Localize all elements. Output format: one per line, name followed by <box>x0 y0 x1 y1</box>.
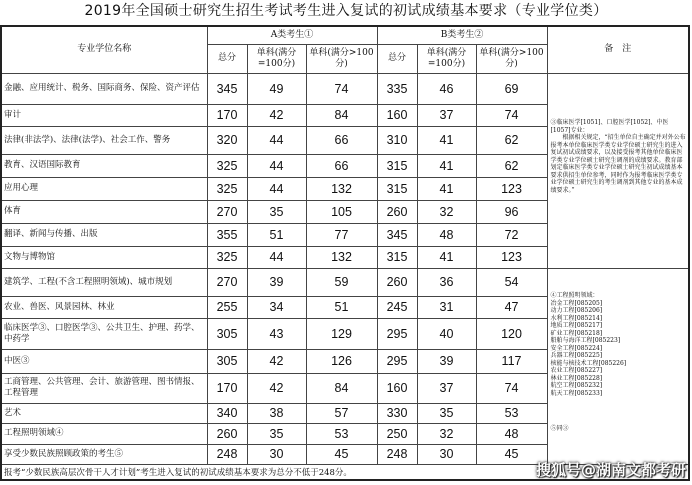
a-single-100: 49 <box>247 73 306 104</box>
row-name: 临床医学③、口腔医学③、公共卫生、护理、药学、中药学 <box>1 318 207 349</box>
a-single-gt100: 84 <box>306 373 377 403</box>
a-single-gt100: 132 <box>306 177 377 200</box>
note-engineering: ④工程照明领域： 冶金工程[085205] 动力工程[085206] 水利工程[085214] 地质工程[085217] 矿业工程[085218] 船舶与海洋工程[085223] 安全工程[085224] 兵器工程[085225] 核能与核技术工程[085226] 农业工程[085227] 林业工程[085228] 航空工程[085232] 航天工程[085233] <box>550 292 627 397</box>
a-total: 305 <box>207 318 247 349</box>
a-single-gt100: 105 <box>306 200 377 223</box>
b-single-gt100: 117 <box>476 349 547 373</box>
a-single-100: 35 <box>247 423 306 444</box>
a-single-gt100: 59 <box>306 268 377 296</box>
b-total: 248 <box>377 444 417 464</box>
header-b-total: 总分 <box>377 44 417 73</box>
b-single-100: 48 <box>417 223 476 246</box>
row-name: 享受少数民族照顾政策的考生⑤ <box>1 444 207 464</box>
a-single-gt100: 66 <box>306 154 377 177</box>
a-single-gt100: 66 <box>306 126 377 154</box>
b-single-gt100: 123 <box>476 177 547 200</box>
b-single-100: 46 <box>417 73 476 104</box>
b-total: 345 <box>377 223 417 246</box>
b-total: 260 <box>377 268 417 296</box>
row-name: 翻译、新闻与传播、出版 <box>1 223 207 246</box>
a-single-100: 44 <box>247 154 306 177</box>
a-total: 345 <box>207 73 247 104</box>
a-total: 248 <box>207 444 247 464</box>
a-single-100: 43 <box>247 318 306 349</box>
b-single-100: 31 <box>417 296 476 318</box>
b-single-gt100: 54 <box>476 268 547 296</box>
b-total: 315 <box>377 246 417 268</box>
b-single-gt100: 53 <box>476 403 547 423</box>
b-single-gt100: 62 <box>476 154 547 177</box>
b-single-100: 40 <box>417 318 476 349</box>
row-name: 艺术 <box>1 403 207 423</box>
b-single-100: 30 <box>417 444 476 464</box>
a-single-100: 38 <box>247 403 306 423</box>
b-single-100: 41 <box>417 246 476 268</box>
b-single-gt100: 69 <box>476 73 547 104</box>
a-total: 320 <box>207 126 247 154</box>
b-total: 295 <box>377 349 417 373</box>
b-total: 245 <box>377 296 417 318</box>
header-remarks: 备 注 <box>547 26 689 73</box>
a-total: 270 <box>207 268 247 296</box>
a-total: 355 <box>207 223 247 246</box>
a-single-gt100: 77 <box>306 223 377 246</box>
score-table <box>0 25 690 481</box>
b-total: 160 <box>377 104 417 126</box>
row-name: 体育 <box>1 200 207 223</box>
a-single-100: 44 <box>247 177 306 200</box>
a-single-100: 51 <box>247 223 306 246</box>
b-single-gt100: 48 <box>476 423 547 444</box>
a-total: 325 <box>207 177 247 200</box>
a-total: 325 <box>207 154 247 177</box>
a-single-gt100: 84 <box>306 104 377 126</box>
row-name: 审计 <box>1 104 207 126</box>
row-name: 法律(非法学)、法律(法学)、社会工作、警务 <box>1 126 207 154</box>
row-name: 工程照明领域④ <box>1 423 207 444</box>
a-single-gt100: 53 <box>306 423 377 444</box>
a-single-100: 42 <box>247 104 306 126</box>
b-total: 315 <box>377 177 417 200</box>
a-total: 270 <box>207 200 247 223</box>
b-single-gt100: 62 <box>476 126 547 154</box>
row-name: 农业、兽医、风景园林、林业 <box>1 296 207 318</box>
row-name: 应用心理 <box>1 177 207 200</box>
a-single-gt100: 51 <box>306 296 377 318</box>
b-single-100: 37 <box>417 373 476 403</box>
header-b-single-100: 单科(满分=100分) <box>417 44 476 73</box>
remarks-cell-lower <box>547 268 689 464</box>
b-total: 335 <box>377 73 417 104</box>
b-single-gt100: 47 <box>476 296 547 318</box>
note-same: ⑤同③ <box>550 424 569 432</box>
b-single-100: 41 <box>417 154 476 177</box>
a-single-100: 39 <box>247 268 306 296</box>
document-title: 2019年全国硕士研究生招生考试考生进入复试的初试成绩基本要求（专业学位类） <box>84 3 608 19</box>
b-single-100: 32 <box>417 200 476 223</box>
header-category: 专业学位名称 <box>1 26 207 73</box>
a-single-gt100: 129 <box>306 318 377 349</box>
b-single-100: 37 <box>417 104 476 126</box>
a-total: 325 <box>207 246 247 268</box>
a-single-gt100: 132 <box>306 246 377 268</box>
row-name: 建筑学、工程(不含工程照明领域)、城市规划 <box>1 268 207 296</box>
header-b-group: B类考生② <box>377 26 547 44</box>
header-a-single-gt100: 单科(满分>100分) <box>306 44 377 73</box>
b-single-100: 41 <box>417 177 476 200</box>
b-single-gt100: 72 <box>476 223 547 246</box>
b-total: 330 <box>377 403 417 423</box>
a-total: 260 <box>207 423 247 444</box>
a-single-100: 35 <box>247 200 306 223</box>
b-single-100: 35 <box>417 403 476 423</box>
b-single-100: 39 <box>417 349 476 373</box>
a-single-100: 44 <box>247 246 306 268</box>
b-total: 260 <box>377 200 417 223</box>
header-a-single-100: 单科(满分=100分) <box>247 44 306 73</box>
header-a-group: A类考生① <box>207 26 377 44</box>
row-name: 工商管理、公共管理、会计、旅游管理、图书情报、工程管理 <box>1 373 207 403</box>
b-single-100: 36 <box>417 268 476 296</box>
a-total: 255 <box>207 296 247 318</box>
b-single-gt100: 74 <box>476 373 547 403</box>
a-single-gt100: 74 <box>306 73 377 104</box>
header-a-total: 总分 <box>207 44 247 73</box>
a-single-100: 42 <box>247 349 306 373</box>
a-single-100: 30 <box>247 444 306 464</box>
a-single-gt100: 126 <box>306 349 377 373</box>
b-single-gt100: 123 <box>476 246 547 268</box>
a-single-100: 42 <box>247 373 306 403</box>
a-single-gt100: 45 <box>306 444 377 464</box>
watermark: 搜狐号@湖南文都考研 <box>535 461 686 479</box>
header-b-single-gt100: 单科(满分>100分) <box>476 44 547 73</box>
row-name: 文物与博物馆 <box>1 246 207 268</box>
b-single-gt100: 45 <box>476 444 547 464</box>
a-single-100: 34 <box>247 296 306 318</box>
table-row <box>1 73 689 104</box>
b-total: 160 <box>377 373 417 403</box>
b-total: 315 <box>377 154 417 177</box>
table-row <box>1 268 689 296</box>
b-single-100: 32 <box>417 423 476 444</box>
b-total: 295 <box>377 318 417 349</box>
a-single-gt100: 57 <box>306 403 377 423</box>
a-total: 170 <box>207 373 247 403</box>
row-name: 中医③ <box>1 349 207 373</box>
b-single-gt100: 120 <box>476 318 547 349</box>
b-single-100: 41 <box>417 126 476 154</box>
b-single-gt100: 74 <box>476 104 547 126</box>
row-name: 金融、应用统计、税务、国际商务、保险、资产评估 <box>1 73 207 104</box>
note-clinical: ③临床医学[1051]、口腔医学[1052]、中医[1057]专业： 根据相关规定，“招生单位自主确定并对外公布报考本单位临床医学类专业学位硕士研究生的进入复试初试成绩要求，以及接受报考其他单位临床医学类专业学位硕士研究生调剂的成绩要求。教育部划定临床医学类专业学位硕士研究生初试成绩基本要求供招生单位参考，同时作为报考临床医学类专业学位硕士研究生的考生调剂到其他专业的基本成绩要求。” <box>550 119 686 194</box>
b-total: 310 <box>377 126 417 154</box>
a-single-100: 44 <box>247 126 306 154</box>
row-name: 教育、汉语国际教育 <box>1 154 207 177</box>
footnote: 报考“少数民族高层次骨干人才计划”考生进入复试的初试成绩基本要求为总分不低于248分。 <box>1 464 689 480</box>
a-total: 340 <box>207 403 247 423</box>
remarks-cell-upper <box>547 73 689 268</box>
a-total: 170 <box>207 104 247 126</box>
a-total: 305 <box>207 349 247 373</box>
b-single-gt100: 96 <box>476 200 547 223</box>
b-total: 250 <box>377 423 417 444</box>
